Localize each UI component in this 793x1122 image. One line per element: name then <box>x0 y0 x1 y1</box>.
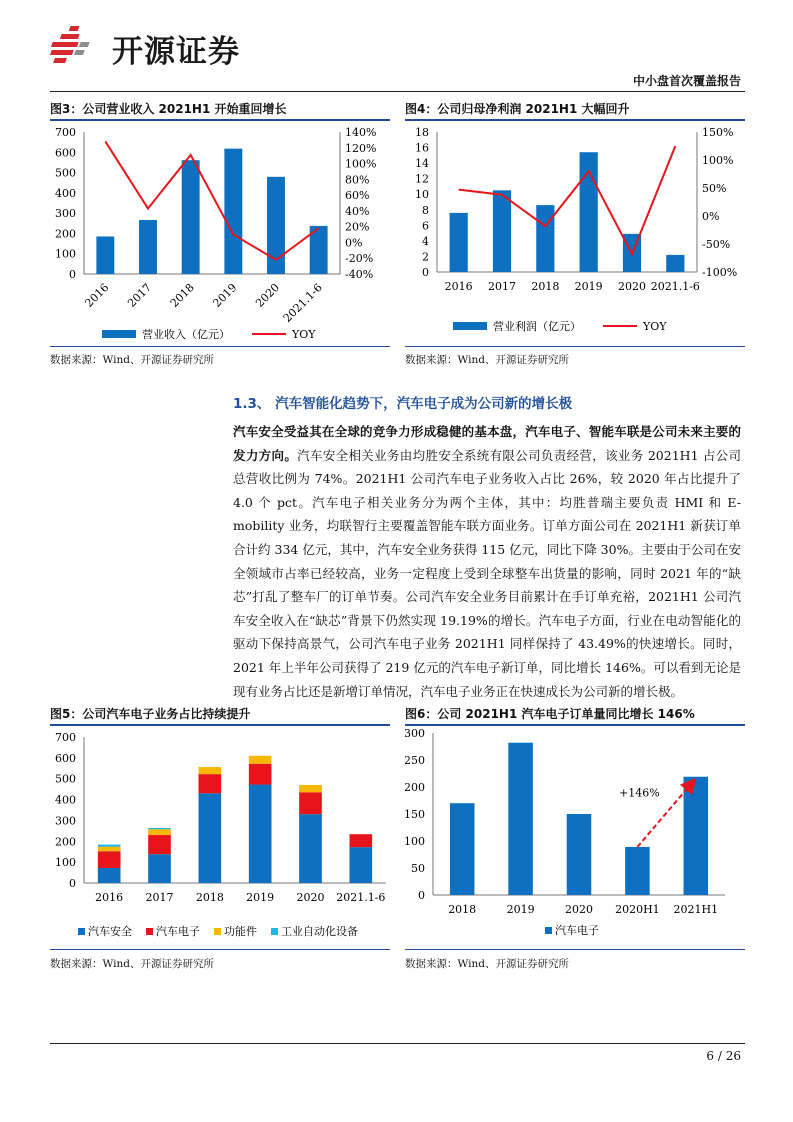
bar <box>450 803 475 895</box>
y-tick-label-right: 80% <box>345 173 370 187</box>
legend-label: 汽车电子 <box>156 925 200 938</box>
y-tick-label: 250 <box>405 754 425 767</box>
y-tick-label-right: 120% <box>345 141 377 155</box>
legend-swatch <box>214 928 221 935</box>
y-tick-label-left: 400 <box>55 186 76 200</box>
y-tick-label-right: 0% <box>702 210 720 223</box>
legend-swatch-bar <box>453 322 487 330</box>
y-tick-label: 400 <box>55 793 76 807</box>
y-tick-label: 100 <box>55 856 76 870</box>
stacked-bar-segment <box>98 851 121 868</box>
stacked-bar-segment <box>199 767 222 774</box>
page-number: 6 / 26 <box>706 1049 741 1063</box>
y-tick-label-right: 40% <box>345 204 370 218</box>
stacked-bar-segment <box>98 868 121 883</box>
x-tick-label: 2020H1 <box>615 903 660 916</box>
legend-label: 营业收入（亿元） <box>142 328 230 341</box>
legend-swatch <box>146 928 153 935</box>
y-tick-label: 200 <box>405 781 425 794</box>
x-tick-label: 2018 <box>167 280 197 310</box>
y-tick-label-left: 0 <box>422 266 429 279</box>
figure-rule <box>50 949 390 950</box>
x-tick-label: 2017 <box>488 280 516 293</box>
y-tick-label-left: 16 <box>415 141 429 155</box>
y-tick-label-right: 60% <box>345 189 370 203</box>
y-tick-label-left: 18 <box>415 126 429 139</box>
legend-label: 工业自动化设备 <box>281 925 358 938</box>
figure-rule <box>405 949 745 950</box>
growth-annotation: +146% <box>619 786 660 800</box>
y-tick-label-right: -50% <box>702 238 731 251</box>
legend-swatch-bar <box>102 330 136 338</box>
y-tick-label: 600 <box>55 751 76 765</box>
legend-label: YOY <box>292 328 316 341</box>
x-tick-label: 2020 <box>618 280 646 293</box>
y-tick-label-right: -40% <box>345 268 374 281</box>
bar <box>625 847 650 895</box>
figure-rule <box>405 724 745 726</box>
y-tick-label-right: 100% <box>345 157 377 171</box>
bar <box>182 160 200 274</box>
y-tick-label: 50 <box>411 862 425 875</box>
y-tick-label: 500 <box>55 772 76 786</box>
x-tick-label: 2021H1 <box>673 903 719 916</box>
bar <box>450 213 468 272</box>
y-tick-label-right: 140% <box>345 126 377 139</box>
stacked-bar-segment <box>98 847 121 852</box>
bar <box>684 777 709 895</box>
y-tick-label: 200 <box>55 835 76 849</box>
stacked-bar-segment <box>98 845 121 847</box>
bar <box>96 236 114 274</box>
yoy-line <box>459 146 676 254</box>
section-paragraph <box>233 420 741 703</box>
legend-label: 营业利润（亿元） <box>493 320 581 333</box>
stacked-bar-segment <box>350 847 373 883</box>
y-tick-label: 0 <box>418 889 425 902</box>
y-tick-label-left: 10 <box>415 188 429 202</box>
stacked-bar-segment <box>350 834 373 847</box>
x-tick-label: 2021.1-6 <box>650 280 700 293</box>
legend-swatch <box>271 928 278 935</box>
segment-share-chart <box>50 727 390 951</box>
company-logo <box>50 22 310 74</box>
x-tick-label: 2016 <box>444 280 473 293</box>
stacked-bar-segment <box>299 792 322 814</box>
legend-label: 功能件 <box>224 925 257 938</box>
y-tick-label-left: 500 <box>55 166 76 180</box>
figure-title: 图3：公司营业收入 2021H1 开始重回增长 <box>50 102 287 116</box>
x-tick-label: 2019 <box>506 903 535 916</box>
profit-chart <box>405 122 745 348</box>
yoy-line <box>105 141 318 259</box>
bar <box>493 190 511 272</box>
x-tick-label: 2017 <box>125 280 155 310</box>
data-source: 数据来源：Wind、开源证券研究所 <box>50 958 214 970</box>
bar <box>666 255 684 272</box>
x-tick-label: 2018 <box>448 903 477 916</box>
legend-label: 汽车电子 <box>555 924 599 937</box>
section-title: 1.3、 汽车智能化趋势下，汽车电子成为公司新的增长极 <box>233 396 573 412</box>
y-tick-label-left: 100 <box>55 247 76 261</box>
y-tick-label-left: 0 <box>69 268 76 281</box>
x-tick-label: 2016 <box>82 280 112 310</box>
data-source: 数据来源：Wind、开源证券研究所 <box>405 958 569 970</box>
y-tick-label-left: 600 <box>55 146 76 160</box>
bar <box>536 205 554 272</box>
bar <box>567 814 592 895</box>
stacked-bar-segment <box>199 793 222 883</box>
y-tick-label-left: 8 <box>422 203 429 217</box>
y-tick-label-left: 300 <box>55 207 76 221</box>
figure-rule <box>50 724 390 726</box>
data-source: 数据来源：Wind、开源证券研究所 <box>50 354 214 366</box>
legend-swatch <box>545 927 552 934</box>
x-tick-label: 2019 <box>574 280 603 293</box>
data-source: 数据来源：Wind、开源证券研究所 <box>405 354 569 366</box>
figure-rule <box>405 346 745 347</box>
report-type: 中小盘首次覆盖报告 <box>632 74 741 88</box>
x-tick-label: 2020 <box>296 891 325 904</box>
stacked-bar-segment <box>299 785 322 792</box>
x-tick-label: 2019 <box>246 891 275 904</box>
y-tick-label-left: 12 <box>415 172 429 186</box>
figure-rule <box>50 119 390 121</box>
legend-label: 汽车安全 <box>88 925 132 938</box>
x-tick-label: 2021.1-6 <box>336 891 386 904</box>
x-tick-label: 2020 <box>565 903 593 916</box>
y-tick-label-right: -100% <box>702 266 738 279</box>
x-tick-label: 2018 <box>531 280 560 293</box>
y-tick-label: 300 <box>55 814 76 828</box>
y-tick-label-right: 50% <box>702 182 727 195</box>
stacked-bar-segment <box>148 835 171 854</box>
y-tick-label-left: 4 <box>422 234 429 248</box>
y-tick-label-right: 20% <box>345 220 370 234</box>
x-tick-label: 2021.1-6 <box>280 280 325 325</box>
figure-title: 图5：公司汽车电子业务占比持续提升 <box>50 707 251 721</box>
y-tick-label-left: 6 <box>422 219 429 233</box>
x-tick-label: 2016 <box>95 891 124 904</box>
x-tick-label: 2019 <box>210 280 240 310</box>
stacked-bar-segment <box>148 829 171 835</box>
y-tick-label-right: -20% <box>345 252 374 266</box>
legend-label: YOY <box>643 320 667 333</box>
paragraph-body: 汽车安全相关业务由均胜安全系统有限公司负责经营，该业务 2021H1 占公司总营收比例为 74%。2021H1 公司汽车电子业务收入占比 26%，较 2020 年占比提升了 4.0 个 pct。汽车电子相关业务分为两个主体，其中：均胜普瑞主要负责 HMI 和 E-mobility 业务，均联智行主要覆盖智能车联方面业务。订单方面公司在 2021H1 新获订单合计约 334 亿元，其中，汽车安全业务获得 115 亿元，同比下降 30%。主要由于公司在安全领域市占率已经较高，业务一定程度上受到全球整车出货量的影响，同时 2021 年的“缺芯”打乱了整车厂的订单节奏。公司汽车安全业务目前累计在手订单充裕，2021H1 公司汽车安全收入在“缺芯”背景下仍然实现 19.19%的增长。汽车电子方面，行业在电动智能化的驱动下保持高景气，公司汽车电子业务 2021H1 同样保持了 43.49%的快速增长。同时，2021 年上半年公司获得了 219 亿元的汽车电子新订单，同比增长 146%。可以看到无论是现有业务占比还是新增订单情况，汽车电子业务正在快速成长为公司新的增长极。 <box>233 447 741 699</box>
x-tick-label: 2017 <box>145 891 174 904</box>
figure-title: 图4：公司归母净利润 2021H1 大幅回升 <box>405 102 630 116</box>
y-tick-label-left: 14 <box>415 157 429 171</box>
bar <box>139 220 157 274</box>
paragraph-lead: 汽车安全受益其在全球的竞争力形成稳健的基本盘，汽车电子、智能车联是公司未来主要的发力方向。 <box>233 424 741 463</box>
figure-rule <box>50 346 390 347</box>
stacked-bar-segment <box>148 828 171 829</box>
stacked-bar-segment <box>249 785 272 883</box>
stacked-bar-segment <box>299 814 322 883</box>
y-tick-label-left: 200 <box>55 227 76 241</box>
revenue-chart <box>50 122 390 348</box>
legend-swatch <box>78 928 85 935</box>
y-tick-label-right: 100% <box>702 154 734 167</box>
company-name: 开源证券 <box>112 34 240 70</box>
x-tick-label: 2018 <box>195 891 224 904</box>
stacked-bar-segment <box>249 764 272 785</box>
y-tick-label: 700 <box>55 731 76 744</box>
orders-chart <box>405 727 745 951</box>
header-divider <box>50 91 745 92</box>
bar <box>508 743 533 895</box>
y-tick-label: 300 <box>405 727 425 740</box>
stacked-bar-segment <box>249 756 272 764</box>
y-tick-label-left: 2 <box>422 250 429 264</box>
x-tick-label: 2020 <box>253 280 283 310</box>
y-tick-label: 150 <box>405 808 425 821</box>
bar <box>224 149 242 274</box>
figure-rule <box>405 119 745 121</box>
stacked-bar-segment <box>148 854 171 883</box>
y-tick-label: 0 <box>69 877 76 890</box>
stacked-bar-segment <box>199 774 222 793</box>
figure-title: 图6：公司 2021H1 汽车电子订单量同比增长 146% <box>405 707 695 721</box>
y-tick-label-left: 700 <box>55 126 76 139</box>
logo-mark-icon <box>50 22 108 72</box>
y-tick-label-right: 0% <box>345 236 363 250</box>
y-tick-label-right: 150% <box>702 126 734 139</box>
y-tick-label: 100 <box>405 835 425 848</box>
footer-divider <box>50 1043 745 1044</box>
